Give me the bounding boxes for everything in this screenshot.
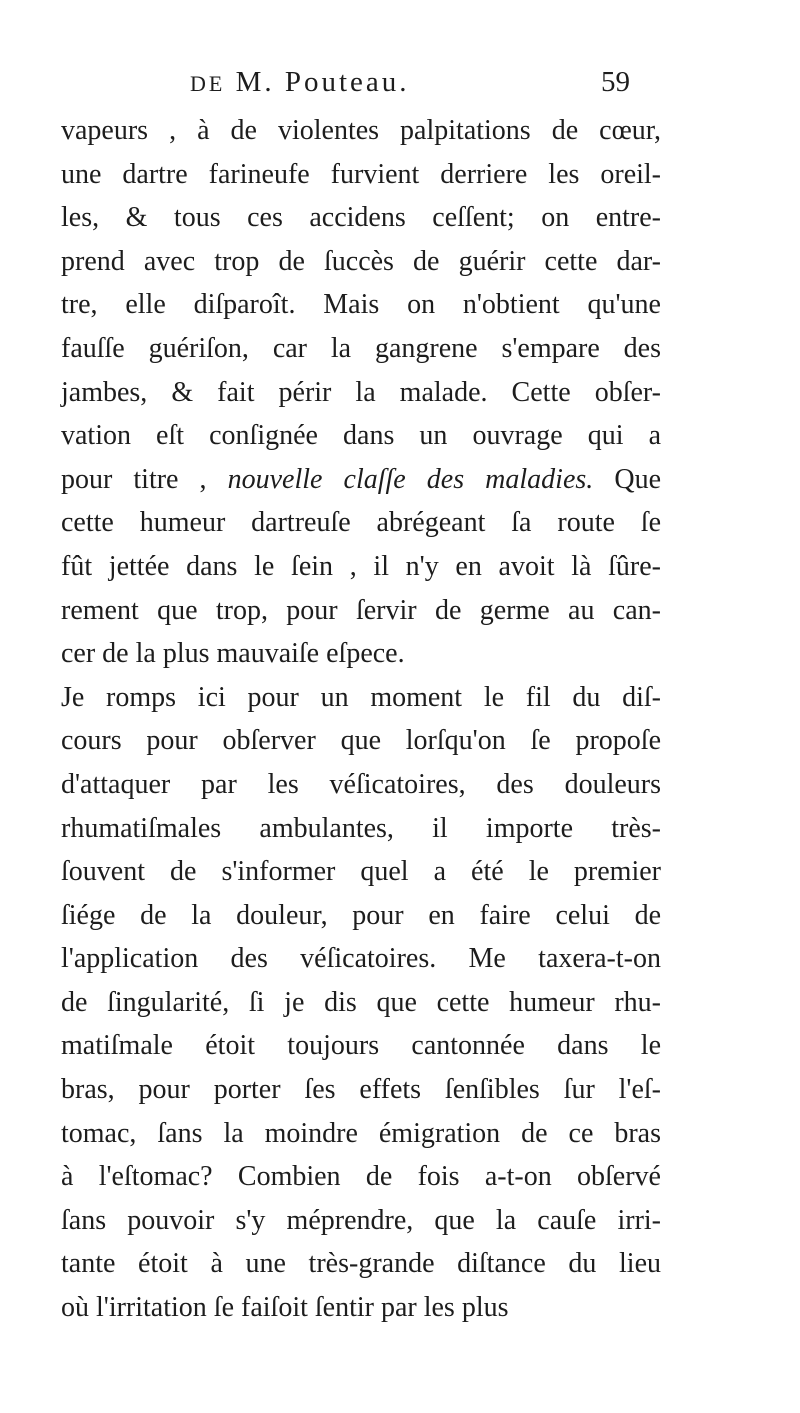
text-line: de ſingularité, ſi je dis que cette humeur rhu-	[61, 986, 661, 1018]
text-line: une dartre farineufe furvient derriere les oreil-	[61, 158, 661, 190]
body-text	[61, 109, 661, 1330]
text-line: vapeurs , à de violentes palpitations de cœur,	[61, 115, 661, 146]
text-line: matiſmale étoit toujours cantonnée dans le	[61, 1030, 661, 1062]
text-line: fauſſe guériſon, car la gangrene s'empare des	[61, 332, 661, 364]
running-head-prefix: DE	[190, 71, 226, 96]
text-line: fût jettée dans le ſein , il n'y en avoit là ſûre-	[61, 550, 661, 582]
text-line: ſouvent de s'informer quel a été le premier	[61, 856, 661, 888]
text-line: rement que trop, pour ſervir de germe au can-	[61, 594, 661, 626]
text-line: jambes, & fait périr la malade. Cette obſer-	[61, 376, 661, 408]
text-line: où l'irritation ſe faiſoit ſentir par les plus	[61, 1292, 509, 1324]
page-number: 59	[601, 66, 630, 98]
text-line: tomac, ſans la moindre émigration de ce bras	[61, 1117, 661, 1149]
text-line: rhumatiſmales ambulantes, il importe très-	[61, 812, 661, 844]
text-line: les, & tous ces accidens ceſſent; on entre-	[61, 202, 661, 234]
text-line: cette humeur dartreuſe abrégeant ſa route ſe	[61, 507, 661, 539]
text-segment: pour titre ,	[61, 463, 228, 495]
text-line: tre, elle diſparoît. Mais on n'obtient qu'une	[61, 289, 661, 321]
running-head	[190, 66, 410, 99]
text-line: d'attaquer par les véſicatoires, des douleurs	[61, 768, 661, 800]
text-line: Je romps ici pour un moment le fil du diſ-	[61, 681, 661, 713]
text-line: vation eſt conſignée dans un ouvrage qui a	[61, 420, 661, 452]
text-line: ſiége de la douleur, pour en faire celui de	[61, 899, 661, 931]
text-segment: Que	[593, 463, 661, 495]
text-line: l'application des véſicatoires. Me taxera-t-on	[61, 943, 661, 975]
text-line: bras, pour porter ſes effets ſenſibles ſur l'eſ-	[61, 1074, 661, 1106]
page-header	[190, 66, 630, 99]
text-line: ſans pouvoir s'y méprendre, que la cauſe irri-	[61, 1204, 661, 1236]
running-head-author: M. Pouteau.	[235, 66, 410, 98]
italic-title: nouvelle claſſe des maladies.	[227, 463, 594, 495]
text-line: à l'eſtomac? Combien de fois a-t-on obſervé	[61, 1161, 661, 1193]
text-line	[61, 458, 661, 502]
text-line: prend avec trop de ſuccès de guérir cette dar-	[61, 245, 661, 277]
text-line: cours pour obſerver que lorſqu'on ſe propoſe	[61, 725, 661, 757]
text-line: tante étoit à une très-grande diſtance du lieu	[61, 1248, 661, 1280]
text-line: cer de la plus mauvaiſe eſpece.	[61, 638, 405, 670]
